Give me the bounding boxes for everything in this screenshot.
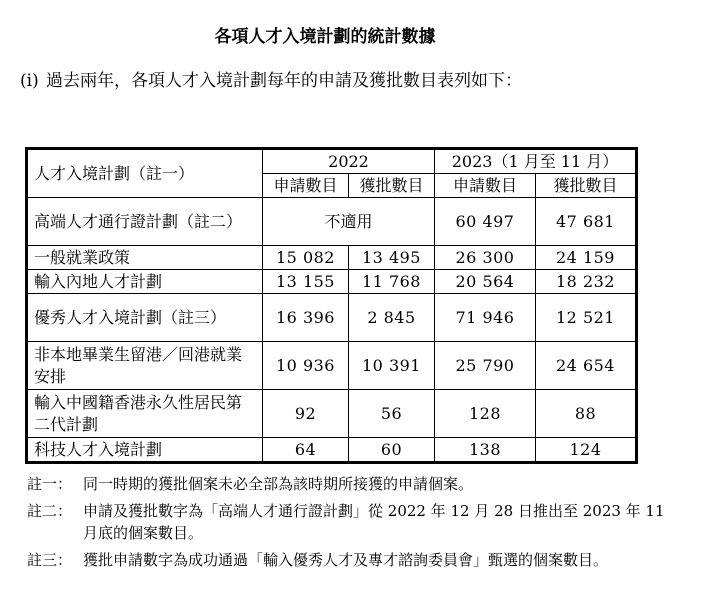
cell-approvals-2023: 124: [536, 438, 637, 463]
cell-applications-2023: 128: [435, 390, 536, 438]
header-year-2023: 2023（1 月至 11 月）: [435, 149, 637, 174]
header-approvals-2023: 獲批數目: [536, 174, 637, 198]
footnote-key: 註二：: [27, 502, 73, 520]
cell-approvals-2023: 24 159: [536, 246, 637, 270]
table-row: [27, 246, 637, 270]
cell-applications-2022: 92: [263, 390, 349, 438]
header-scheme: 人才入境計劃（註一）: [27, 149, 263, 198]
table-row: [27, 342, 637, 390]
table-header-row: [27, 149, 637, 174]
header-year-2022: 2022: [263, 149, 435, 174]
scheme-name: 優秀人才入境計劃（註三）: [27, 294, 263, 342]
cell-approvals-2023: 47 681: [536, 198, 637, 246]
table-row: [27, 390, 637, 438]
cell-applications-2023: 138: [435, 438, 536, 463]
cell-applications-2023: 60 497: [435, 198, 536, 246]
table-row: [27, 198, 637, 246]
table-row: [27, 438, 637, 463]
scheme-name: 一般就業政策: [27, 246, 263, 270]
scheme-name: 輸入中國籍香港永久性居民第二代計劃: [27, 390, 263, 438]
table-row: [27, 294, 637, 342]
cell-not-applicable: 不適用: [263, 198, 435, 246]
statistics-table: [25, 147, 638, 464]
footnote-text: 獲批申請數字為成功通過「輸入優秀人才及專才諮詢委員會」甄選的個案數目。: [83, 551, 609, 569]
cell-approvals-2023: 18 232: [536, 270, 637, 294]
cell-approvals-2022: 60: [349, 438, 435, 463]
cell-applications-2023: 26 300: [435, 246, 536, 270]
scheme-name: 科技人才入境計劃: [27, 438, 263, 463]
scheme-name: 輸入內地人才計劃: [27, 270, 263, 294]
cell-approvals-2022: 11 768: [349, 270, 435, 294]
footnote-text: 同一時期的獲批個案未必全部為該時期所接獲的申請個案。: [83, 475, 474, 493]
scheme-name: 高端人才通行證計劃（註二）: [27, 198, 263, 246]
cell-approvals-2023: 24 654: [536, 342, 637, 390]
cell-approvals-2022: 10 391: [349, 342, 435, 390]
intro-text: 過去兩年，各項人才入境計劃每年的申請及獲批數目表列如下：: [46, 71, 522, 91]
header-applications-2022: 申請數目: [263, 174, 349, 198]
cell-approvals-2022: 13 495: [349, 246, 435, 270]
scheme-name: 非本地畢業生留港／回港就業安排: [27, 342, 263, 390]
cell-applications-2023: 20 564: [435, 270, 536, 294]
footnote-key: 註一：: [27, 475, 73, 493]
footnote-text: 申請及獲批數字為「高端人才通行證計劃」從 2022 年 12 月 28 日推出至 2023 年 11 月底的個案數目。: [83, 502, 665, 542]
table-row: [27, 270, 637, 294]
cell-applications-2022: 64: [263, 438, 349, 463]
cell-applications-2023: 25 790: [435, 342, 536, 390]
cell-approvals-2022: 2 845: [349, 294, 435, 342]
cell-applications-2023: 71 946: [435, 294, 536, 342]
footnote-2: [27, 500, 667, 544]
intro-paragraph: [20, 68, 656, 94]
cell-approvals-2023: 88: [536, 390, 637, 438]
header-applications-2023: 申請數目: [435, 174, 536, 198]
page-title: 各項人才入境計劃的統計數據: [214, 27, 436, 47]
cell-applications-2022: 10 936: [263, 342, 349, 390]
footnote-key: 註三：: [27, 551, 73, 569]
footnote-1: [27, 473, 667, 495]
header-approvals-2022: 獲批數目: [349, 174, 435, 198]
cell-applications-2022: 16 396: [263, 294, 349, 342]
footnotes: [27, 473, 667, 576]
intro-number: (i): [20, 71, 39, 91]
cell-approvals-2023: 12 521: [536, 294, 637, 342]
cell-applications-2022: 15 082: [263, 246, 349, 270]
cell-applications-2022: 13 155: [263, 270, 349, 294]
footnote-3: [27, 549, 667, 571]
cell-approvals-2022: 56: [349, 390, 435, 438]
